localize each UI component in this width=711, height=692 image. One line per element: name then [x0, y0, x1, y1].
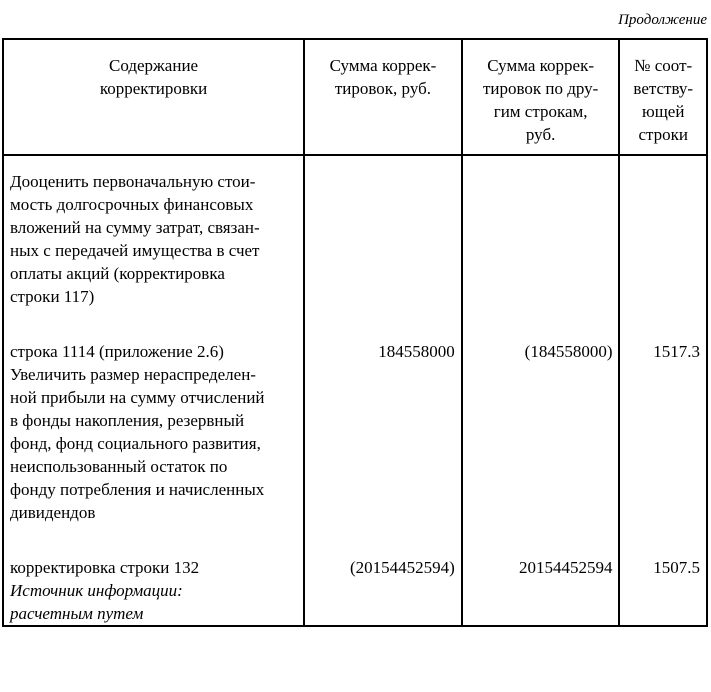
row-sum-other: 20154452594 — [462, 556, 620, 579]
row-sum: (20154452594) — [304, 556, 462, 579]
table-row — [3, 556, 707, 579]
source-label: Источник информации: — [10, 581, 183, 600]
header-content: Содержание корректировки — [3, 39, 304, 155]
row-line-label: корректировка строки 132 — [3, 556, 304, 579]
row-description: Увеличить размер нераспределен- ной прибыли на сумму отчислений в фонды накопления, резервный фонд, фонд социального развития, неиспользованный остаток по фонду потребления и начисленных дивидендов — [3, 363, 304, 524]
table-row — [3, 340, 707, 363]
row-sum-other: (184558000) — [462, 340, 620, 363]
header-sum: Сумма коррек- тировок, руб. — [304, 39, 462, 155]
row-line-no: 1507.5 — [619, 556, 707, 579]
continued-label: Продолжение — [618, 12, 707, 28]
row-line-label: строка 1114 (приложение 2.6) — [3, 340, 304, 363]
source-row — [3, 579, 707, 626]
table-header-row — [3, 39, 707, 155]
header-line-no: № соот- ветству- ющей строки — [619, 39, 707, 155]
row-sum: 184558000 — [304, 340, 462, 363]
source-value: расчетным путем — [10, 604, 144, 623]
table-row — [3, 155, 707, 308]
row-description: Дооценить первоначальную стои- мость долгосрочных финансовых вложений на сумму затрат, связан- ных с передачей имущества в счет оплаты акций (корректировка строки 117) — [3, 155, 304, 308]
adjustments-table — [2, 38, 708, 627]
row-line-no: 1517.3 — [619, 340, 707, 363]
table-row — [3, 363, 707, 524]
header-sum-other: Сумма коррек- тировок по дру- гим строкам, руб. — [462, 39, 620, 155]
